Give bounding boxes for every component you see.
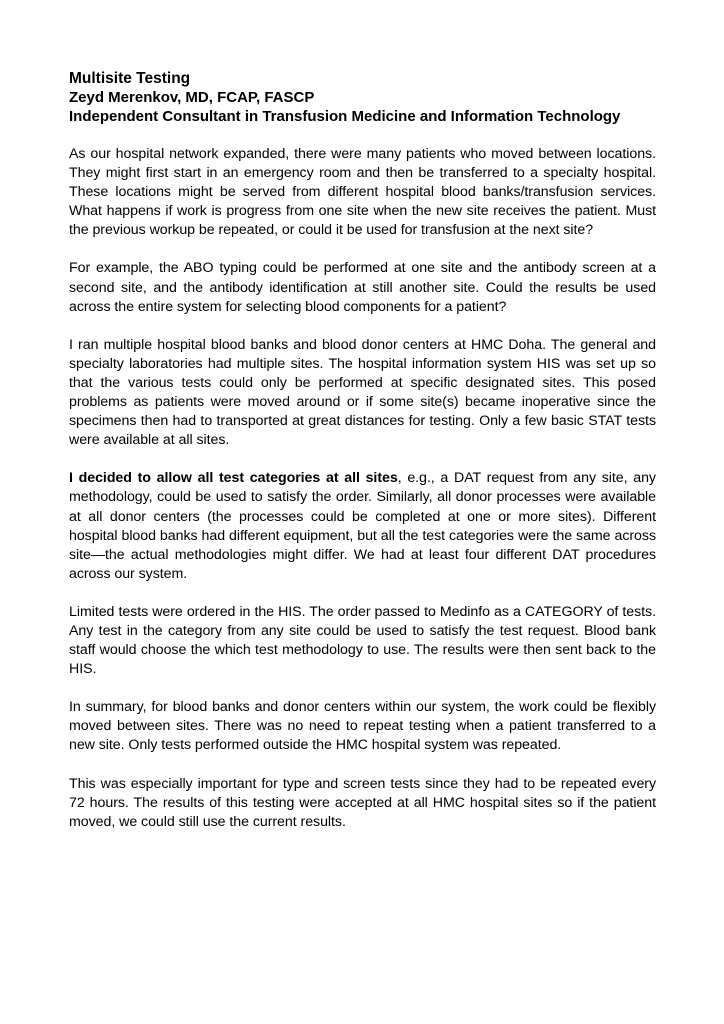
paragraph-text: For example, the ABO typing could be performed at one site and the antibody screen at a second site, and the antibody identification at still another site. Could the results be used across the entire system for selecting blood components for a patient?	[69, 260, 656, 315]
paragraph-example	[69, 259, 656, 316]
paragraph-lead-bold: I decided to allow all test categories at all sites	[69, 470, 398, 487]
paragraph-hmc-doha	[69, 336, 656, 451]
paragraph-text: I ran multiple hospital blood banks and blood donor centers at HMC Doha. The general and specialty laboratories had multiple sites. The hospital information system HIS was set up so that the various tests could only be performed at specific designated sites. This posed problems as patients were moved around or if some site(s) became inoperative since the specimens then had to transported at great distances for testing. Only a few basic STAT tests were available at all sites.	[69, 336, 656, 449]
paragraph-intro	[69, 145, 656, 240]
paragraph-text: In summary, for blood banks and donor centers within our system, the work could be flexibly moved between sites. There was no need to repeat testing when a patient transferred to a new site. Only tests performed outside the HMC hospital system was repeated.	[69, 699, 656, 754]
paragraph-ordering	[69, 603, 656, 679]
document-title: Multisite Testing	[69, 70, 191, 87]
paragraph-decision	[69, 469, 656, 584]
paragraph-text: , e.g., a DAT request from any site, any methodology, could be used to satisfy the order. Similarly, all donor processes were available at all donor centers (the processes could be completed at one or more sites). Different hospital blood banks had different equipment, but all the test categories were the same across site—the actual methodologies might differ. We had at least four different DAT procedures across our system.	[69, 470, 656, 582]
affiliation-line: Independent Consultant in Transfusion Medicine and Information Technology	[69, 108, 621, 125]
paragraph-text: This was especially important for type and screen tests since they had to be repeated every 72 hours. The results of this testing were accepted at all HMC hospital sites so if the patient moved, we could still use the current results.	[69, 775, 656, 830]
author-line: Zeyd Merenkov, MD, FCAP, FASCP	[69, 89, 315, 106]
document-page	[69, 69, 656, 832]
paragraph-text: Limited tests were ordered in the HIS. The order passed to Medinfo as a CATEGORY of tests. Any test in the category from any site could be used to satisfy the test request. Blood bank staff would choose the which test methodology to use. The results were then sent back to the HIS.	[69, 603, 656, 678]
paragraph-text: As our hospital network expanded, there were many patients who moved between locations. They might first start in an emergency room and then be transferred to a specialty hospital. These locations might be served from different hospital blood banks/transfusion services. What happens if work is progress from one site when the new site receives the patient. Must the previous workup be repeated, or could it be used for transfusion at the next site?	[69, 146, 656, 239]
paragraph-summary	[69, 698, 656, 755]
paragraph-type-and-screen	[69, 775, 656, 832]
header-block	[69, 69, 656, 126]
